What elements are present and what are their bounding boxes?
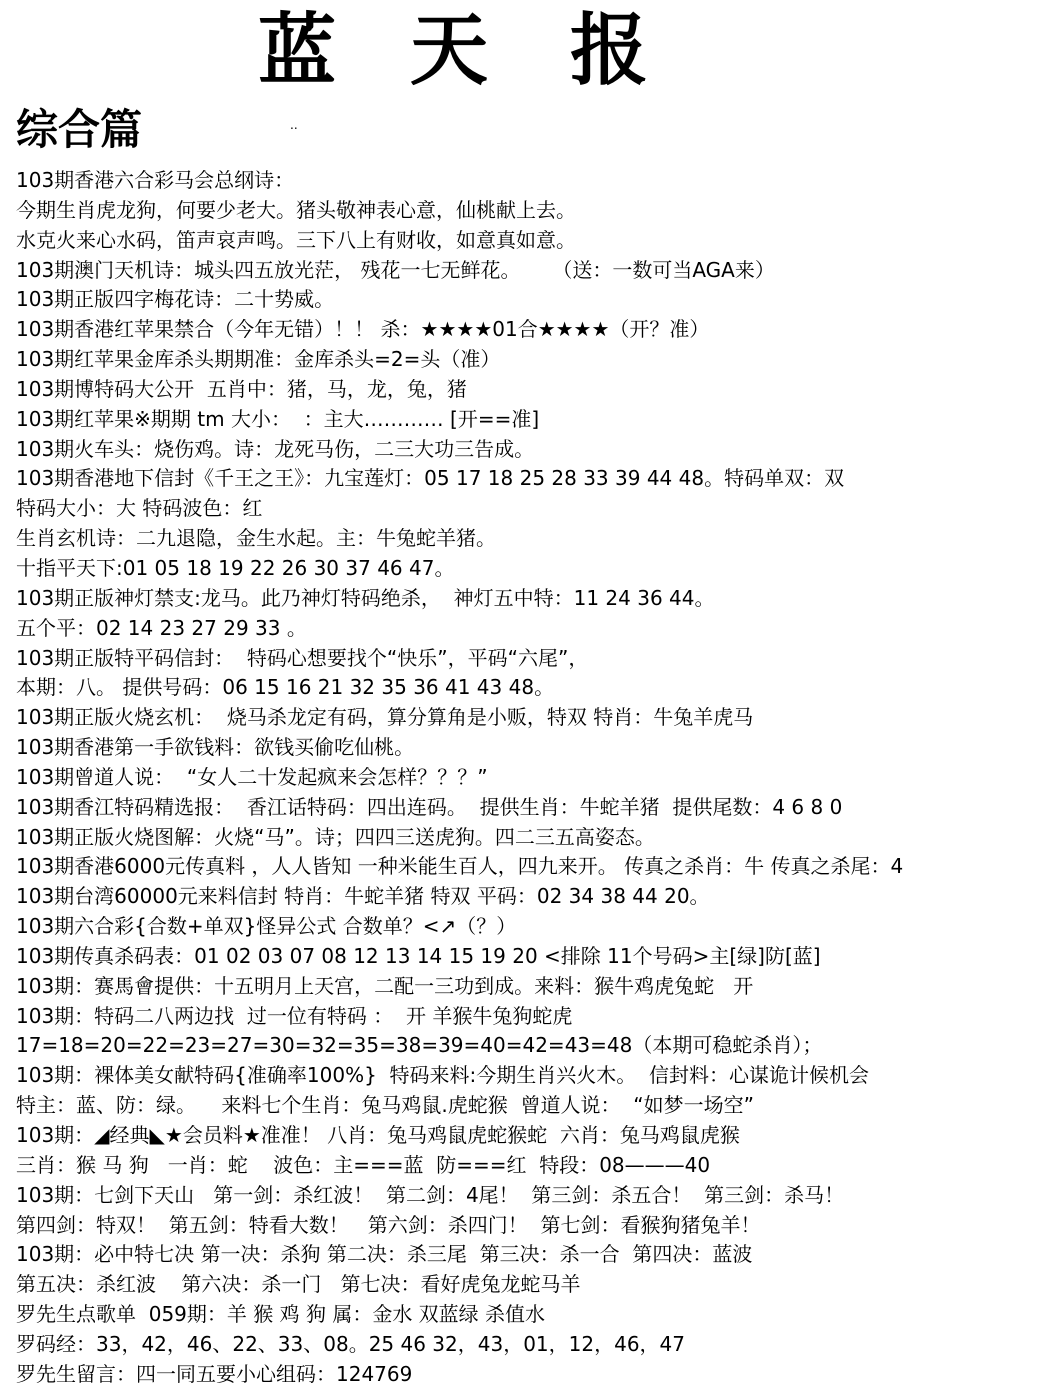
text-line: 103期六合彩{合数+单双}怪异公式 合数单？<↗（？） [16,914,517,939]
masthead-char-1: 蓝 [258,5,337,96]
text-line: 103期博特码大公开 五肖中：猪，马，龙，兔，猪 [16,376,467,401]
text-line: 103期红苹果※期期 tm 大小： ：主大………… [开==准] [16,406,540,431]
text-line: 103期香港红苹果禁合（今年无错）！！ 杀：★★★★01合★★★★（开？准） [16,317,710,342]
text-line: 103期：七剑下天山 第一剑：杀红波！ 第二剑：4尾！ 第三剑：杀五合！ 第三剑：杀马！ [16,1182,845,1207]
content-lines [16,166,1056,1390]
text-line: 水克火来心水码，笛声哀声鸣。三下八上有财收，如意真如意。 [16,227,576,252]
text-line: 103期红苹果金库杀头期期准：金库杀头=2=头（准） [16,347,501,372]
text-line: 十指平天下:01 05 18 19 22 26 30 37 46 47。 [16,555,455,580]
text-line: 103期香港地下信封《千王之王》：九宝莲灯：05 17 18 25 28 33 39 44 48。特码单双：双 [16,466,845,491]
text-line: 103期香港第一手欲钱料：欲钱买偷吃仙桃。 [16,735,415,760]
masthead-title [0,6,1060,96]
text-line: 103期曾道人说： “女人二十发起疯来会怎样？？？” [16,764,488,789]
text-line: 103期香港6000元传真料 ，人人皆知 一种米能生百人，四九来开。 传真之杀肖：牛 传真之杀尾：4 [16,854,904,879]
text-line: 罗先生点歌单 059期：羊 猴 鸡 狗 属：金水 双蓝绿 杀值水 [16,1302,546,1327]
text-line: 103期：必中特七决 第一决：杀狗 第二决：杀三尾 第三决：杀一合 第四决：蓝波 [16,1242,753,1267]
text-line: 103期澳门天机诗：城头四五放光茫， 残花一七无鲜花。 （送：一数可当AGA来） [16,257,775,282]
stray-mark: .. [290,118,298,132]
text-line: 本期：八。 提供号码：06 15 16 21 32 35 36 41 43 48。 [16,675,555,700]
section-title: 综合篇 [16,105,143,154]
text-line: 103期正版神灯禁支:龙马。此乃神灯特码绝杀， 神灯五中特：11 24 36 44。 [16,585,715,610]
text-line: 103期正版火烧图解：火烧“马”。诗；四四三送虎狗。四二三五高姿态。 [16,824,655,849]
masthead-char-2: 天 [410,5,489,96]
text-line: 第四剑：特双！ 第五剑：特看大数！ 第六剑：杀四门！ 第七剑：看猴狗猪兔羊！ [16,1212,761,1237]
text-line: 103期：◢经典◣★会员料★准准！ 八肖：兔马鸡鼠虎蛇猴蛇 六肖：兔马鸡鼠虎猴 [16,1123,740,1147]
text-line: 103期：赛馬會提供：十五明月上天宫，二配一三功到成。来料：猴牛鸡虎兔蛇 开 [16,973,754,998]
text-line: 103期：特码二八两边找 过一位有特码 ： 开 羊猴牛兔狗蛇虎 [16,1003,573,1028]
masthead-char-3: 报 [570,5,649,96]
text-line: 罗先生留言：四一同五要小心组码：124769 [16,1361,413,1386]
text-line: 罗码经：33，42，46、22、33、08。25 46 32，43，01，12，46，47 [16,1331,686,1356]
text-line: 103期香港六合彩马会总纲诗： [16,168,295,192]
text-line: 17=18=20=22=23=27=30=32=35=38=39=40=42=43=48（本期可稳蛇杀肖）； [16,1033,823,1058]
text-line: 三肖：猴 马 狗 一肖：蛇 波色：主===蓝 防===红 特段：08———40 [16,1152,711,1177]
text-line: 今期生肖虎龙狗，何要少老大。猪头敬神表心意，仙桃献上去。 [16,197,576,222]
text-line: 103期：裸体美女献特码{准确率100%} 特码来料:今期生肖兴火木。 信封料：心谋诡计候机会 [16,1063,869,1088]
text-line: 五个平：02 14 23 27 29 33 。 [16,615,307,640]
text-line: 103期火车头：烧伤鸡。诗：龙死马伤，二三大功三告成。 [16,436,535,461]
text-line: 第五决：杀红波 第六决：杀一门 第七决：看好虎兔龙蛇马羊 [16,1272,581,1297]
text-line: 103期正版四字梅花诗：二十势威。 [16,287,335,312]
text-line: 103期台湾60000元来料信封 特肖：牛蛇羊猪 特双 平码：02 34 38 44 20。 [16,884,710,909]
text-line: 103期香江特码精选报： 香江话特码：四出连码。 提供生肖：牛蛇羊猪 提供尾数：4 6 8 0 [16,794,843,819]
text-line: 特主：蓝、防：绿。 来料七个生肖：兔马鸡鼠.虎蛇猴 曾道人说： “如梦一场空” [16,1093,754,1118]
text-line: 特码大小：大 特码波色：红 [16,496,263,521]
text-line: 103期正版特平码信封： 特码心想要找个“快乐”，平码“六尾”， [16,645,589,670]
text-line: 103期正版火烧玄机： 烧马杀龙定有码，算分算角是小贩，特双 特肖：牛兔羊虎马 [16,705,754,730]
text-line: 生肖玄机诗：二九退隐，金生水起。主：牛兔蛇羊猪。 [16,526,496,551]
text-line: 103期传真杀码表：01 02 03 07 08 12 13 14 15 19 20 <排除 11个号码>主[绿]防[蓝] [16,943,821,968]
